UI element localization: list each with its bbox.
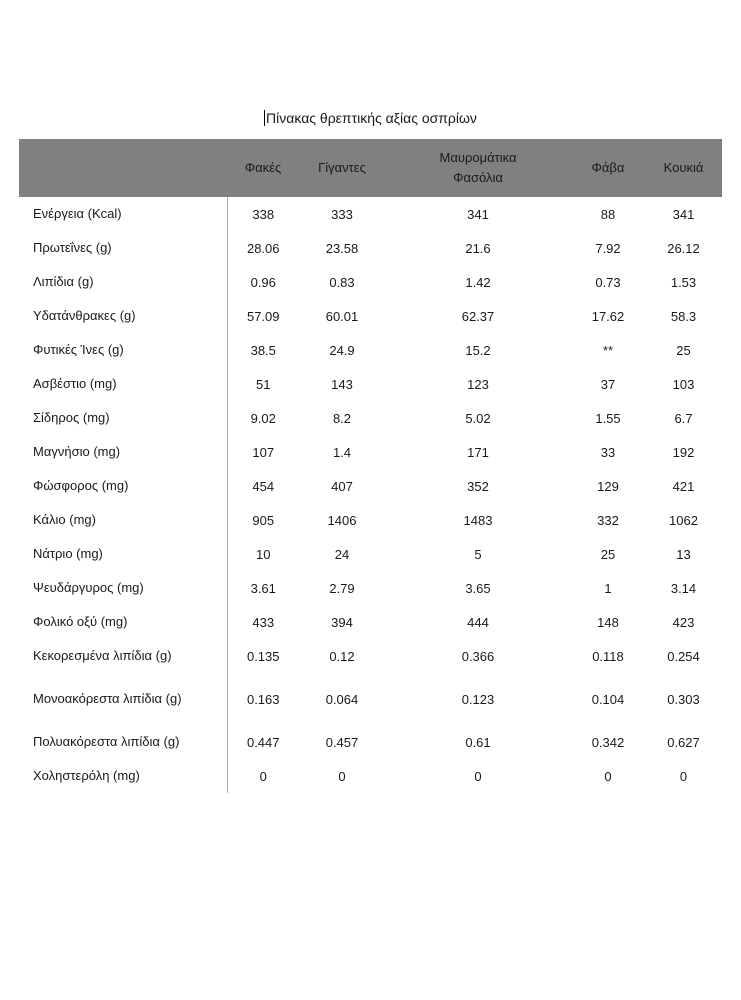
table-cell: 0: [474, 768, 482, 784]
table-row: [19, 401, 722, 435]
row-label: Κάλιο (mg): [33, 512, 96, 527]
table-cell: 60.01: [325, 308, 359, 324]
table-row: [19, 673, 722, 725]
table-cell: 23.58: [325, 240, 359, 256]
table-row: [19, 725, 722, 759]
table-cell: 192: [672, 444, 695, 460]
table-cell: 37: [600, 376, 616, 392]
table-cell: 0: [604, 768, 612, 784]
table-cell: 107: [227, 435, 299, 469]
table-cell: 25: [600, 546, 616, 562]
table-cell: 1.55: [595, 410, 621, 426]
table-cell: 0.96: [227, 265, 299, 299]
text-cursor: [264, 110, 265, 126]
table-cell: 13: [676, 546, 691, 562]
table-cell: 1062: [669, 512, 698, 528]
table-cell: 433: [227, 605, 299, 639]
table-cell: 25: [676, 342, 691, 358]
table-row: [19, 333, 722, 367]
table-cell: 129: [597, 478, 619, 494]
row-label: Μονοακόρεστα λιπίδια (g): [33, 691, 182, 706]
table-cell: 5.02: [465, 410, 491, 426]
table-cell: 0.064: [325, 691, 359, 707]
table-cell: 3.61: [227, 571, 299, 605]
table-cell: 3.65: [465, 580, 491, 596]
table-row: [19, 605, 722, 639]
table-row: [19, 639, 722, 673]
table-cell: **: [602, 342, 614, 358]
table-cell: 8.2: [332, 410, 352, 426]
table-cell: 9.02: [227, 401, 299, 435]
table-body: [19, 197, 722, 793]
table-cell: 38.5: [227, 333, 299, 367]
table-row: [19, 435, 722, 469]
row-label: Φώσφορος (mg): [33, 478, 129, 493]
table-cell: 3.14: [670, 580, 697, 596]
table-row: [19, 197, 722, 231]
table-cell: 1483: [463, 512, 493, 528]
table-cell: 15.2: [465, 342, 491, 358]
table-cell: 26.12: [667, 240, 700, 256]
table-cell: 341: [672, 206, 695, 222]
table-cell: 28.06: [227, 231, 299, 265]
row-label: Σίδηρος (mg): [33, 410, 110, 425]
table-cell: 0.303: [667, 691, 700, 707]
table-cell: 421: [672, 478, 695, 494]
table-row: [19, 571, 722, 605]
table-cell: 454: [227, 469, 299, 503]
table-row: [19, 759, 722, 793]
table-cell: 7.92: [595, 240, 621, 256]
table-cell: 88: [600, 206, 616, 222]
table-cell: 0.366: [461, 648, 495, 664]
table-cell: 6.7: [674, 410, 693, 426]
table-row: [19, 367, 722, 401]
table-cell: 62.37: [461, 308, 495, 324]
table-cell: 0.12: [329, 648, 355, 664]
row-label: Χοληστερόλη (mg): [33, 768, 140, 783]
row-label: Ψευδάργυρος (mg): [33, 580, 144, 595]
column-header: Μαυρομάτικα Φασόλια: [439, 150, 517, 185]
column-header: Φάβα: [591, 160, 625, 175]
table-row: [19, 503, 722, 537]
table-cell: 57.09: [227, 299, 299, 333]
table-cell: 0.104: [591, 691, 625, 707]
table-cell: 0.123: [461, 691, 495, 707]
table-cell: 407: [331, 478, 353, 494]
row-label: Υδατάνθρακες (g): [33, 308, 136, 323]
table-header-row: [19, 139, 722, 197]
table-cell: 171: [467, 444, 489, 460]
table-cell: 51: [227, 367, 299, 401]
table-cell: 0.627: [667, 734, 700, 750]
row-label: Νάτριο (mg): [33, 546, 103, 561]
table-cell: 0.73: [595, 274, 621, 290]
table-cell: 332: [597, 512, 619, 528]
table-cell: 143: [331, 376, 353, 392]
table-row: [19, 469, 722, 503]
table-cell: 148: [597, 614, 619, 630]
row-label: Πρωτεΐνες (g): [33, 240, 112, 255]
table-cell: 0.447: [227, 725, 299, 759]
table-cell: 0.61: [465, 734, 491, 750]
table-cell: 0.163: [227, 673, 299, 725]
table-row: [19, 299, 722, 333]
row-label: Κεκορεσμένα λιπίδια (g): [33, 648, 172, 663]
table-cell: 423: [672, 614, 695, 630]
table-cell: 17.62: [591, 308, 625, 324]
table-cell: 0.342: [591, 734, 625, 750]
document-title-text: Πίνακας θρεπτικής αξίας οσπρίων: [266, 110, 477, 126]
table-cell: 0: [338, 768, 346, 784]
table-cell: 1.4: [332, 444, 352, 460]
table-cell: 10: [227, 537, 299, 571]
table-cell: 0.254: [667, 648, 700, 664]
table-cell: 33: [600, 444, 616, 460]
row-label: Λιπίδια (g): [33, 274, 94, 289]
table-cell: 0: [227, 759, 299, 793]
table-cell: 341: [467, 206, 489, 222]
table-cell: 123: [467, 376, 489, 392]
row-label: Φυτικές Ίνες (g): [33, 342, 124, 357]
table-row: [19, 265, 722, 299]
table-cell: 21.6: [465, 240, 491, 256]
table-cell: 394: [331, 614, 353, 630]
table-row: [19, 231, 722, 265]
table-cell: 0.83: [329, 274, 355, 290]
column-header: Γίγαντες: [318, 160, 366, 175]
nutrition-table: [19, 139, 722, 793]
table-cell: 905: [227, 503, 299, 537]
table-cell: 2.79: [329, 580, 355, 596]
table-cell: 1: [604, 580, 612, 596]
document-title: [0, 110, 741, 126]
table-cell: 338: [227, 197, 299, 231]
table-cell: 103: [672, 376, 695, 392]
table-cell: 1.53: [670, 274, 697, 290]
column-header: Κουκιά: [663, 160, 704, 175]
table-cell: 58.3: [670, 308, 697, 324]
row-label: Φολικό οξύ (mg): [33, 614, 128, 629]
table-cell: 333: [331, 206, 353, 222]
row-label: Πολυακόρεστα λιπίδια (g): [33, 734, 180, 749]
table-cell: 1.42: [465, 274, 491, 290]
table-row: [19, 537, 722, 571]
table-cell: 0: [679, 768, 688, 784]
row-label: Ασβέστιο (mg): [33, 376, 117, 391]
header-corner: [19, 139, 227, 197]
column-header: Φακές: [244, 160, 282, 175]
row-label: Μαγνήσιο (mg): [33, 444, 121, 459]
table-cell: 5: [474, 546, 482, 562]
table-cell: 444: [467, 614, 489, 630]
table-cell: 0.457: [325, 734, 359, 750]
table-cell: 352: [467, 478, 489, 494]
table-cell: 0.135: [227, 639, 299, 673]
table-cell: 24.9: [329, 342, 355, 358]
table-cell: 1406: [327, 512, 357, 528]
table-cell: 24: [334, 546, 350, 562]
row-label: Ενέργεια (Kcal): [33, 206, 122, 221]
table-cell: 0.118: [592, 648, 624, 664]
